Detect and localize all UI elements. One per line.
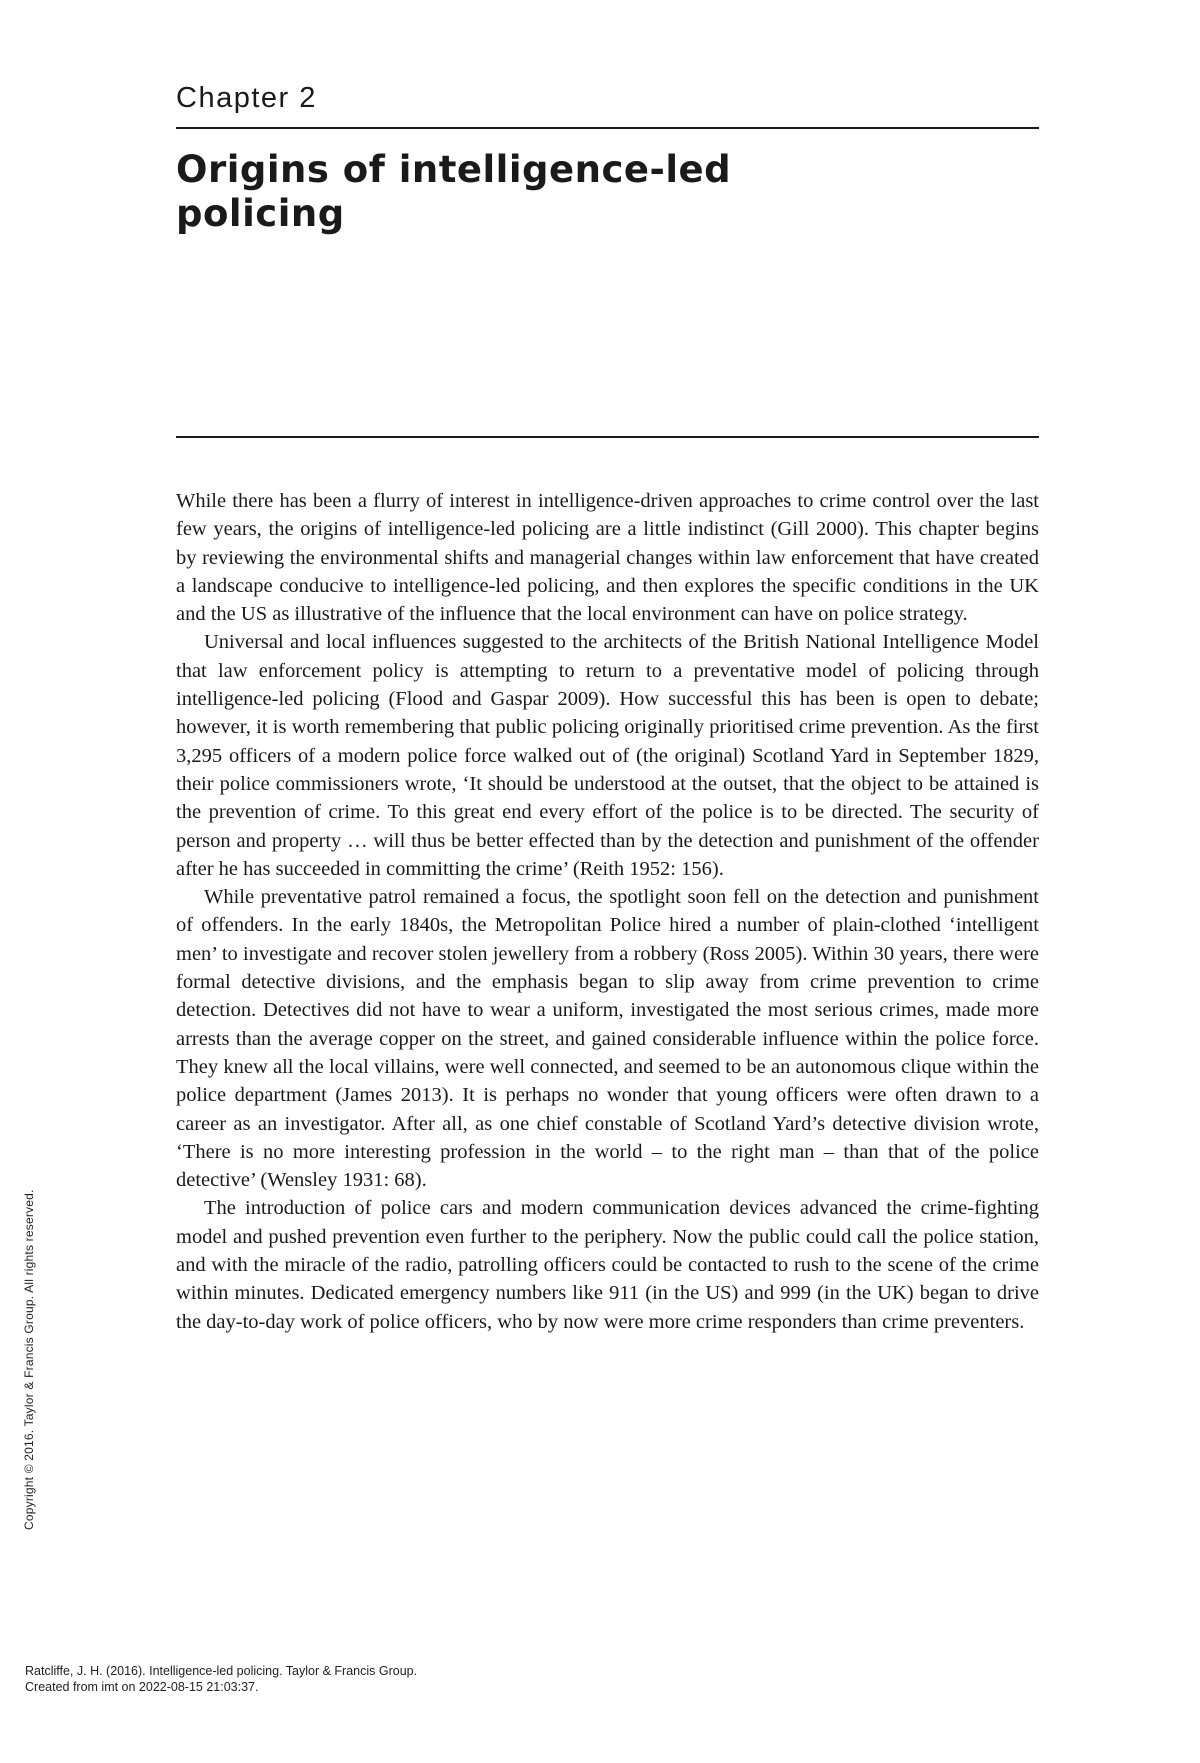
chapter-top-rule: [176, 127, 1039, 129]
footer-citation: Ratcliffe, J. H. (2016). Intelligence-led policing. Taylor & Francis Group.: [25, 1664, 418, 1678]
footer-created: Created from imt on 2022-08-15 21:03:37.: [25, 1680, 259, 1694]
chapter-title-line-2: policing: [176, 192, 345, 235]
paragraph-2: Universal and local influences suggested to the architects of the British National Intelligence Model that law enforcement policy is attempting to return to a preventative model of policing through intelligence-led policing (Flood and Gaspar 2009). How successful this has been is open to debate; however, it is worth remembering that public policing originally prioritised crime prevention. As the first 3,295 officers of a modern police force walked out of (the original) Scotland Yard in September 1829, their police commissioners wrote, ‘It should be understood at the outset, that the object to be attained is the prevention of crime. To this great end every effort of the police is to be directed. The security of person and property … will thus be better effected than by the detection and punishment of the offender after he has succeeded in committing the crime’ (Reith 1952: 156).: [176, 631, 1039, 880]
paragraph-4: The introduction of police cars and modern communication devices advanced the crime-fighting model and pushed prevention even further to the periphery. Now the public could call the police station, and with the miracle of the radio, patrolling officers could be contacted to rush to the scene of the crime within minutes. Dedicated emergency numbers like 911 (in the US) and 999 (in the UK) began to drive the day-to-day work of police officers, who by now were more crime responders than crime preventers.: [176, 1197, 1039, 1333]
page-footer: [25, 1663, 417, 1695]
chapter-title: [176, 148, 1039, 236]
paragraph-3: While preventative patrol remained a focus, the spotlight soon fell on the detection and punishment of offenders. In the early 1840s, the Metropolitan Police hired a number of plain-clothed ‘intelligent men’ to investigate and recover stolen jewellery from a robbery (Ross 2005). Within 30 years, there were formal detective divisions, and the emphasis began to slip away from crime prevention to crime detection. Detectives did not have to wear a uniform, investigated the most serious crimes, made more arrests than the average copper on the street, and gained considerable influence within the police force. They knew all the local villains, were well connected, and seemed to be an autonomous clique within the police department (James 2013). It is perhaps no wonder that young officers were often drawn to a career as an investigator. After all, as one chief constable of Scotland Yard’s detective division wrote, ‘There is no more interesting profession in the world – to the right man – than that of the police detective’ (Wensley 1931: 68).: [176, 886, 1039, 1192]
chapter-title-line-1: Origins of intelligence-led: [176, 148, 732, 191]
paragraph-1: While there has been a flurry of interest in intelligence-driven approaches to crime control over the last few years, the origins of intelligence-led policing are a little indistinct (Gill 2000). This chapter begins by reviewing the environmental shifts and managerial changes within law enforcement that have created a landscape conducive to intelligence-led policing, and then explores the specific conditions in the UK and the US as illustrative of the influence that the local environment can have on police strategy.: [176, 490, 1039, 626]
chapter-label: Chapter 2: [176, 82, 317, 114]
copyright-notice: Copyright © 2016. Taylor & Francis Group. All rights reserved.: [22, 1189, 36, 1530]
chapter-bottom-rule: [176, 436, 1039, 438]
body-text: [176, 487, 1039, 1336]
